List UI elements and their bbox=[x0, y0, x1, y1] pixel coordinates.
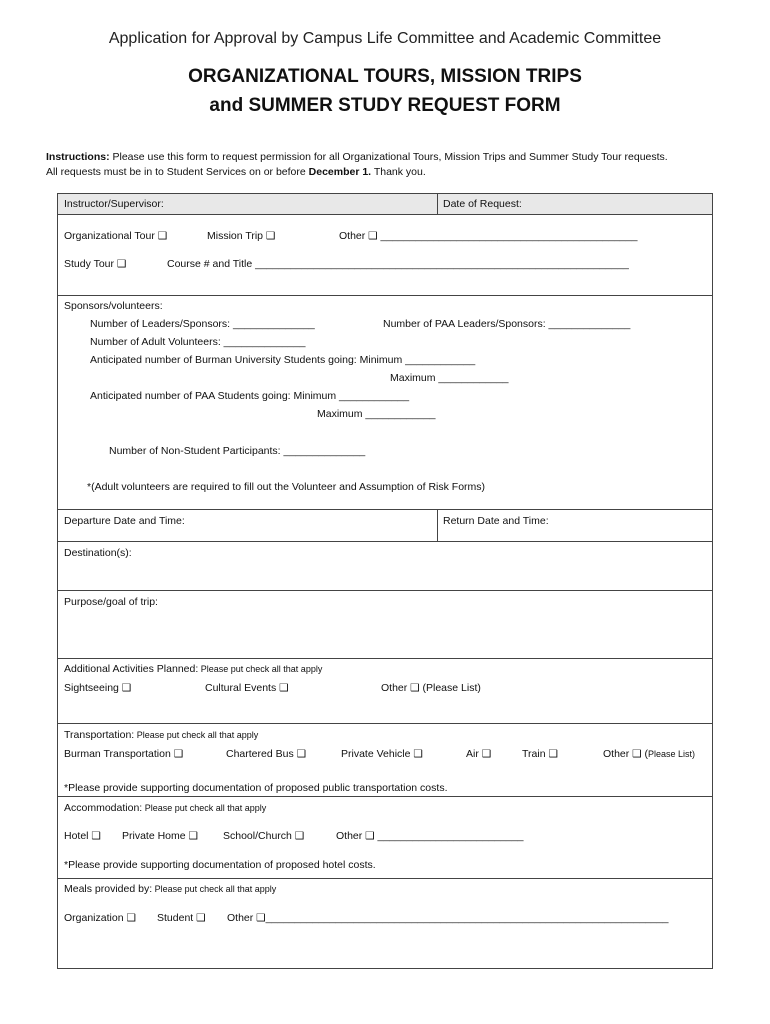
other-transport-note: Please List) bbox=[648, 749, 696, 759]
hotel-checkbox[interactable]: Hotel ❑ bbox=[64, 830, 101, 842]
purpose-label: Purpose/goal of trip: bbox=[64, 596, 158, 608]
burman-students-max-field[interactable]: Maximum ____________ bbox=[390, 372, 509, 384]
activities-heading bbox=[64, 663, 322, 675]
other-transport-label: Other ❑ ( bbox=[603, 748, 649, 760]
departure-date-label: Departure Date and Time: bbox=[64, 515, 185, 527]
deadline-date: December 1. bbox=[308, 166, 372, 178]
hotel-documentation-note: *Please provide supporting documentation of proposed hotel costs. bbox=[64, 859, 376, 871]
row-divider bbox=[57, 214, 713, 215]
burman-transportation-checkbox[interactable]: Burman Transportation ❑ bbox=[64, 748, 184, 760]
accommodation-note: Please put check all that apply bbox=[142, 803, 267, 813]
row-divider bbox=[57, 590, 713, 591]
other-accommodation-checkbox[interactable]: Other ❑ _________________________ bbox=[336, 830, 524, 842]
instructions-thanks: Thank you. bbox=[371, 166, 426, 178]
meals-heading bbox=[64, 883, 276, 895]
cultural-events-checkbox[interactable]: Cultural Events ❑ bbox=[205, 682, 289, 694]
transportation-label: Transportation: bbox=[64, 729, 135, 741]
meals-other-checkbox[interactable]: Other ❑_____________________________________________________________________ bbox=[227, 912, 669, 924]
form-header: Application for Approval by Campus Life Committee and Academic Committee bbox=[108, 30, 662, 47]
paa-students-min-field[interactable]: Anticipated number of PAA Students going: Minimum ____________ bbox=[90, 390, 410, 402]
instructions-label: Instructions: bbox=[46, 151, 110, 163]
accommodation-heading bbox=[64, 802, 266, 814]
row-divider bbox=[57, 509, 713, 510]
chartered-bus-checkbox[interactable]: Chartered Bus ❑ bbox=[226, 748, 307, 760]
train-checkbox[interactable]: Train ❑ bbox=[522, 748, 558, 760]
course-title-field[interactable]: Course # and Title ________________________________________________________________ bbox=[167, 258, 629, 270]
transportation-heading bbox=[64, 729, 258, 741]
transportation-note: Please put check all that apply bbox=[134, 730, 259, 740]
meals-note: Please put check all that apply bbox=[152, 884, 277, 894]
air-checkbox[interactable]: Air ❑ bbox=[466, 748, 492, 760]
school-church-checkbox[interactable]: School/Church ❑ bbox=[223, 830, 305, 842]
private-home-checkbox[interactable]: Private Home ❑ bbox=[122, 830, 198, 842]
sponsors-heading: Sponsors/volunteers: bbox=[64, 300, 163, 312]
meals-label: Meals provided by: bbox=[64, 883, 153, 895]
adult-volunteers-field[interactable]: Number of Adult Volunteers: ______________ bbox=[90, 336, 306, 348]
col-divider bbox=[437, 194, 438, 214]
private-vehicle-checkbox[interactable]: Private Vehicle ❑ bbox=[341, 748, 423, 760]
study-tour-checkbox[interactable]: Study Tour ❑ bbox=[64, 258, 127, 270]
row-divider bbox=[57, 658, 713, 659]
organizational-tour-checkbox[interactable]: Organizational Tour ❑ bbox=[64, 230, 168, 242]
transport-documentation-note: *Please provide supporting documentation of proposed public transportation costs. bbox=[64, 782, 448, 794]
row-divider bbox=[57, 796, 713, 797]
meals-organization-checkbox[interactable]: Organization ❑ bbox=[64, 912, 136, 924]
sightseeing-checkbox[interactable]: Sightseeing ❑ bbox=[64, 682, 132, 694]
instructions-text2: All requests must be in to Student Services on or before bbox=[46, 166, 309, 178]
row-divider bbox=[57, 541, 713, 542]
return-date-label: Return Date and Time: bbox=[443, 515, 549, 527]
instructor-label: Instructor/Supervisor: bbox=[64, 198, 164, 210]
leaders-count-field[interactable]: Number of Leaders/Sponsors: ______________ bbox=[90, 318, 315, 330]
other-trip-checkbox[interactable]: Other ❑ ____________________________________________ bbox=[339, 230, 638, 242]
other-transport-checkbox[interactable] bbox=[603, 748, 695, 760]
date-of-request-label: Date of Request: bbox=[443, 198, 522, 210]
non-student-participants-field[interactable]: Number of Non-Student Participants: ______________ bbox=[109, 445, 366, 457]
accommodation-label: Accommodation: bbox=[64, 802, 143, 814]
row-divider bbox=[57, 295, 713, 296]
volunteer-forms-note: *(Adult volunteers are required to fill out the Volunteer and Assumption of Risk Forms) bbox=[87, 481, 486, 493]
paa-students-max-field[interactable]: Maximum ____________ bbox=[317, 408, 436, 420]
activities-label: Additional Activities Planned: bbox=[64, 663, 199, 675]
col-divider bbox=[437, 510, 438, 541]
destination-label: Destination(s): bbox=[64, 547, 132, 559]
form-title-line2: and SUMMER STUDY REQUEST FORM bbox=[209, 95, 561, 116]
instructions-line2 bbox=[46, 166, 426, 178]
row-divider bbox=[57, 878, 713, 879]
meals-student-checkbox[interactable]: Student ❑ bbox=[157, 912, 206, 924]
row-divider bbox=[57, 723, 713, 724]
instructions-text: Please use this form to request permission for all Organizational Tours, Mission Trips and Summer Study Tour requests. bbox=[109, 151, 668, 163]
instructions-line1 bbox=[46, 151, 668, 163]
mission-trip-checkbox[interactable]: Mission Trip ❑ bbox=[207, 230, 276, 242]
paa-leaders-count-field[interactable]: Number of PAA Leaders/Sponsors: ______________ bbox=[383, 318, 631, 330]
burman-students-min-field[interactable]: Anticipated number of Burman University Students going: Minimum ____________ bbox=[90, 354, 476, 366]
other-activities-checkbox[interactable]: Other ❑ (Please List) bbox=[381, 682, 481, 694]
form-title-line1: ORGANIZATIONAL TOURS, MISSION TRIPS bbox=[188, 66, 582, 87]
activities-note: Please put check all that apply bbox=[198, 664, 323, 674]
